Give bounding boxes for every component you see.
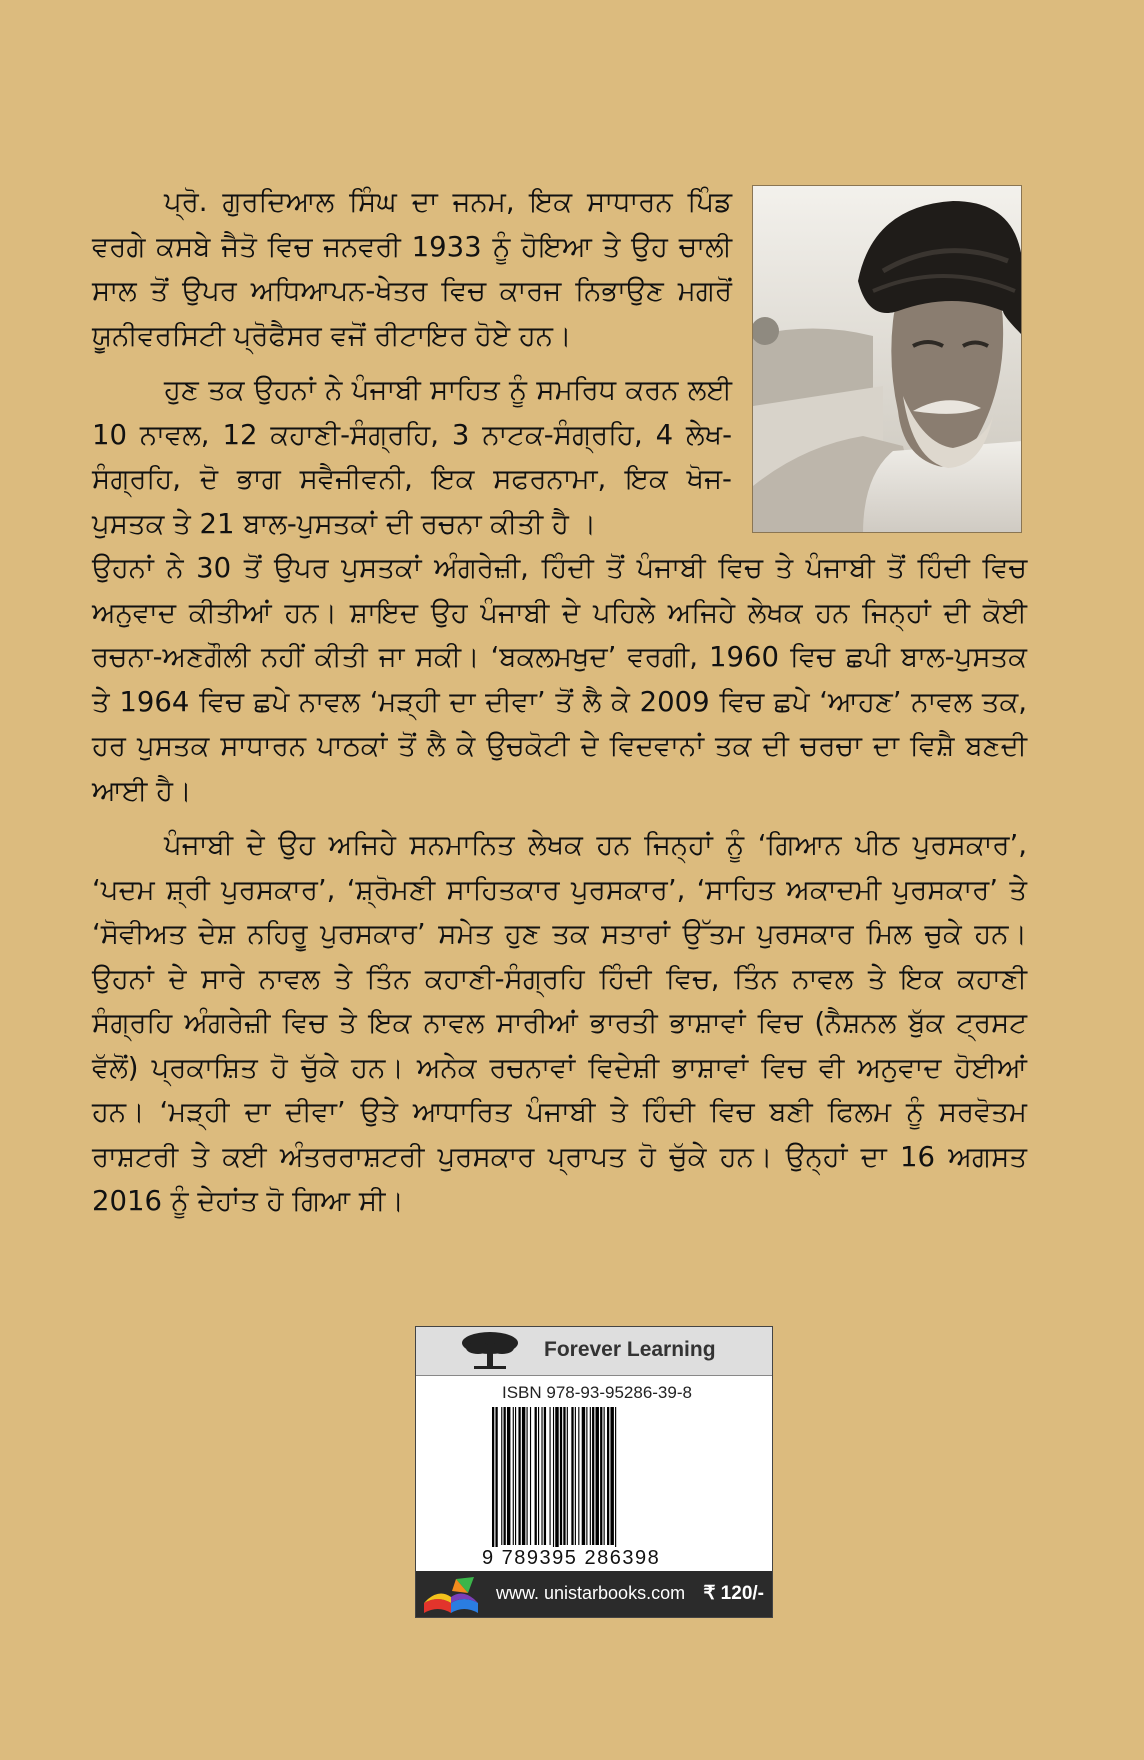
barcode-stripe: [550, 1407, 551, 1545]
barcode-stripe: [513, 1407, 514, 1545]
barcode-stripe: [538, 1407, 539, 1545]
barcode-stripe: [578, 1407, 579, 1545]
biography-paragraph-1: ਪ੍ਰੋ. ਗੁਰਦਿਆਲ ਸਿੰਘ ਦਾ ਜਨਮ, ਇਕ ਸਾਧਾਰਨ ਪਿੰਡ ਵਰਗੇ ਕਸਬੇ ਜੈਤੋ ਵਿਚ ਜਨਵਰੀ 1933 ਨੂੰ ਹੋਇਆ ਤੇ ਉਹ ਚਾਲੀ ਸਾਲ ਤੋਂ ਉਪਰ ਅਧਿਆਪਨ-ਖੇਤਰ ਵਿਚ ਕਾਰਜ ਨਿਭਾਉਣ ਮਗਰੋਂ ਯੂਨੀਵਰਸਿਟੀ ਪ੍ਰੋਫੈਸਰ ਵਜੋਂ ਰੀਟਾਇਰ ਹੋਏ ਹਨ।: [92, 186, 732, 352]
barcode-stripe: [590, 1407, 591, 1545]
barcode-stripe: [592, 1407, 594, 1545]
publisher-website: www. unistarbooks.com: [496, 1583, 686, 1603]
barcode-stripe: [586, 1407, 587, 1545]
barcode-stripe: [600, 1407, 602, 1545]
barcode-stripe: [563, 1407, 565, 1545]
barcode-footer: [416, 1571, 772, 1617]
tree-icon: [460, 1330, 520, 1372]
barcode-stripe: [522, 1407, 525, 1545]
barcode-stripe: [604, 1407, 605, 1545]
barcode-stripe: [596, 1407, 599, 1545]
price-label: ₹ 120/-: [703, 1583, 764, 1604]
biography-paragraph-2: ਹੁਣ ਤਕ ਉਹਨਾਂ ਨੇ ਪੰਜਾਬੀ ਸਾਹਿਤ ਨੂੰ ਸਮਰਿਧ ਕਰਨ ਲਈ 10 ਨਾਵਲ, 12 ਕਹਾਣੀ-ਸੰਗ੍ਰਹਿ, 3 ਨਾਟਕ-ਸੰਗ੍ਰਹਿ, 4 ਲੇਖ-ਸੰਗ੍ਰਹਿ, ਦੋ ਭਾਗ ਸਵੈਜੀਵਨੀ, ਇਕ ਸਫਰਨਾਮਾ, ਇਕ ਖੋਜ-ਪੁਸਤਕ ਤੇ 21 ਬਾਲ-ਪੁਸਤਕਾਂ ਦੀ ਰਚਨਾ ਕੀਤੀ ਹੈ ।: [92, 374, 732, 540]
barcode-stripe: [530, 1407, 531, 1545]
barcode-stripe: [575, 1407, 576, 1545]
barcode-stripe: [495, 1407, 497, 1555]
barcode-bars: [492, 1407, 692, 1555]
barcode-stripe: [582, 1407, 585, 1545]
barcode-stripe: [501, 1407, 502, 1545]
barcode-stripe: [527, 1407, 528, 1545]
barcode-stripe: [492, 1407, 494, 1555]
barcode-stripe: [544, 1407, 546, 1545]
barcode-stripe: [541, 1407, 542, 1545]
biography-text: [92, 180, 1027, 1234]
barcode-panel: [415, 1326, 773, 1618]
barcode-stripe: [555, 1407, 558, 1555]
book-logo-icon: [418, 1573, 484, 1615]
barcode-stripe: [507, 1407, 510, 1545]
biography-paragraph-4: ਪੰਜਾਬੀ ਦੇ ਉਹ ਅਜਿਹੇ ਸਨਮਾਨਿਤ ਲੇਖਕ ਹਨ ਜਿਨ੍ਹਾਂ ਨੂੰ ‘ਗਿਆਨ ਪੀਠ ਪੁਰਸਕਾਰ’, ‘ਪਦਮ ਸ਼੍ਰੀ ਪੁਰਸਕਾਰ’, ‘ਸ਼੍ਰੋਮਣੀ ਸਾਹਿਤਕਾਰ ਪੁਰਸਕਾਰ’, ‘ਸਾਹਿਤ ਅਕਾਦਮੀ ਪੁਰਸਕਾਰ’ ਤੇ ‘ਸੋਵੀਅਤ ਦੇਸ਼ ਨਹਿਰੂ ਪੁਰਸਕਾਰ’ ਸਮੇਤ ਹੁਣ ਤਕ ਸਤਾਰਾਂ ਉੱਤਮ ਪੁਰਸਕਾਰ ਮਿਲ ਚੁਕੇ ਹਨ। ਉਹਨਾਂ ਦੇ ਸਾਰੇ ਨਾਵਲ ਤੇ ਤਿੰਨ ਕਹਾਣੀ-ਸੰਗ੍ਰਹਿ ਹਿੰਦੀ ਵਿਚ, ਤਿੰਨ ਨਾਵਲ ਤੇ ਇਕ ਕਹਾਣੀ ਸੰਗ੍ਰਹਿ ਅੰਗਰੇਜ਼ੀ ਵਿਚ ਤੇ ਇਕ ਨਾਵਲ ਸਾਰੀਆਂ ਭਾਰਤੀ ਭਾਸ਼ਾਵਾਂ ਵਿਚ (ਨੈਸ਼ਨਲ ਬੁੱਕ ਟ੍ਰਸਟ ਵੱਲੋਂ) ਪ੍ਰਕਾਸ਼ਿਤ ਹੋ ਚੁੱਕੇ ਹਨ। ਅਨੇਕ ਰਚਨਾਵਾਂ ਵਿਦੇਸ਼ੀ ਭਾਸ਼ਾਵਾਂ ਵਿਚ ਵੀ ਅਨੁਵਾਦ ਹੋਈਆਂ ਹਨ। ‘ਮੜ੍ਹੀ ਦਾ ਦੀਵਾ’ ਉਤੇ ਆਧਾਰਿਤ ਪੰਜਾਬੀ ਤੇ ਹਿੰਦੀ ਵਿਚ ਬਣੀ ਫਿਲਮ ਨੂੰ ਸਰਵੋਤਮ ਰਾਸ਼ਟਰੀ ਤੇ ਕਈ ਅੰਤਰਰਾਸ਼ਟਰੀ ਪੁਰਸਕਾਰ ਪ੍ਰਾਪਤ ਹੋ ਚੁੱਕੇ ਹਨ। ਉਨ੍ਹਾਂ ਦਾ 16 ਅਗਸਤ 2016 ਨੂੰ ਦੇਹਾਂਤ ਹੋ ਗਿਆ ਸੀ।: [92, 829, 1027, 1217]
barcode-stripe: [518, 1407, 520, 1545]
barcode-stripe: [515, 1407, 516, 1545]
isbn-label: ISBN 978-93-95286-39-8: [502, 1383, 692, 1402]
biography-paragraph-3: ਉਹਨਾਂ ਨੇ 30 ਤੋਂ ਉਪਰ ਪੁਸਤਕਾਂ ਅੰਗਰੇਜ਼ੀ, ਹਿੰਦੀ ਤੋਂ ਪੰਜਾਬੀ ਵਿਚ ਤੇ ਪੰਜਾਬੀ ਤੋਂ ਹਿੰਦੀ ਵਿਚ ਅਨੁਵਾਦ ਕੀਤੀਆਂ ਹਨ। ਸ਼ਾਇਦ ਉਹ ਪੰਜਾਬੀ ਦੇ ਪਹਿਲੇ ਅਜਿਹੇ ਲੇਖਕ ਹਨ ਜਿਨ੍ਹਾਂ ਦੀ ਕੋਈ ਰਚਨਾ-ਅਣਗੌਲੀ ਨਹੀਂ ਕੀਤੀ ਜਾ ਸਕੀ। ‘ਬਕਲਮਖੁਦ’ ਵਰਗੀ, 1960 ਵਿਚ ਛਪੀ ਬਾਲ-ਪੁਸਤਕ ਤੇ 1964 ਵਿਚ ਛਪੇ ਨਾਵਲ ‘ਮੜ੍ਹੀ ਦਾ ਦੀਵਾ’ ਤੋਂ ਲੈ ਕੇ 2009 ਵਿਚ ਛਪੇ ‘ਆਹਣ’ ਨਾਵਲ ਤਕ, ਹਰ ਪੁਸਤਕ ਸਾਧਾਰਨ ਪਾਠਕਾਂ ਤੋਂ ਲੈ ਕੇ ਉਚਕੋਟੀ ਦੇ ਵਿਦਵਾਨਾਂ ਤਕ ਦੀ ਚਰਚਾ ਦਾ ਵਿਸ਼ੈ ਬਣਦੀ ਆਈ ਹੈ।: [92, 552, 1027, 807]
barcode-stripe: [615, 1407, 616, 1555]
barcode-digits: 9 789395 286398: [482, 1547, 702, 1570]
barcode-stripe: [553, 1407, 554, 1555]
barcode-stripe: [504, 1407, 506, 1545]
barcode-stripe: [535, 1407, 537, 1545]
barcode-stripe: [567, 1407, 568, 1545]
barcode-header: [416, 1327, 772, 1376]
barcode-stripe: [571, 1407, 573, 1545]
barcode-stripe: [560, 1407, 562, 1545]
publisher-tagline: Forever Learning: [544, 1338, 716, 1361]
barcode-stripe: [610, 1407, 613, 1545]
barcode-stripe: [607, 1407, 609, 1545]
